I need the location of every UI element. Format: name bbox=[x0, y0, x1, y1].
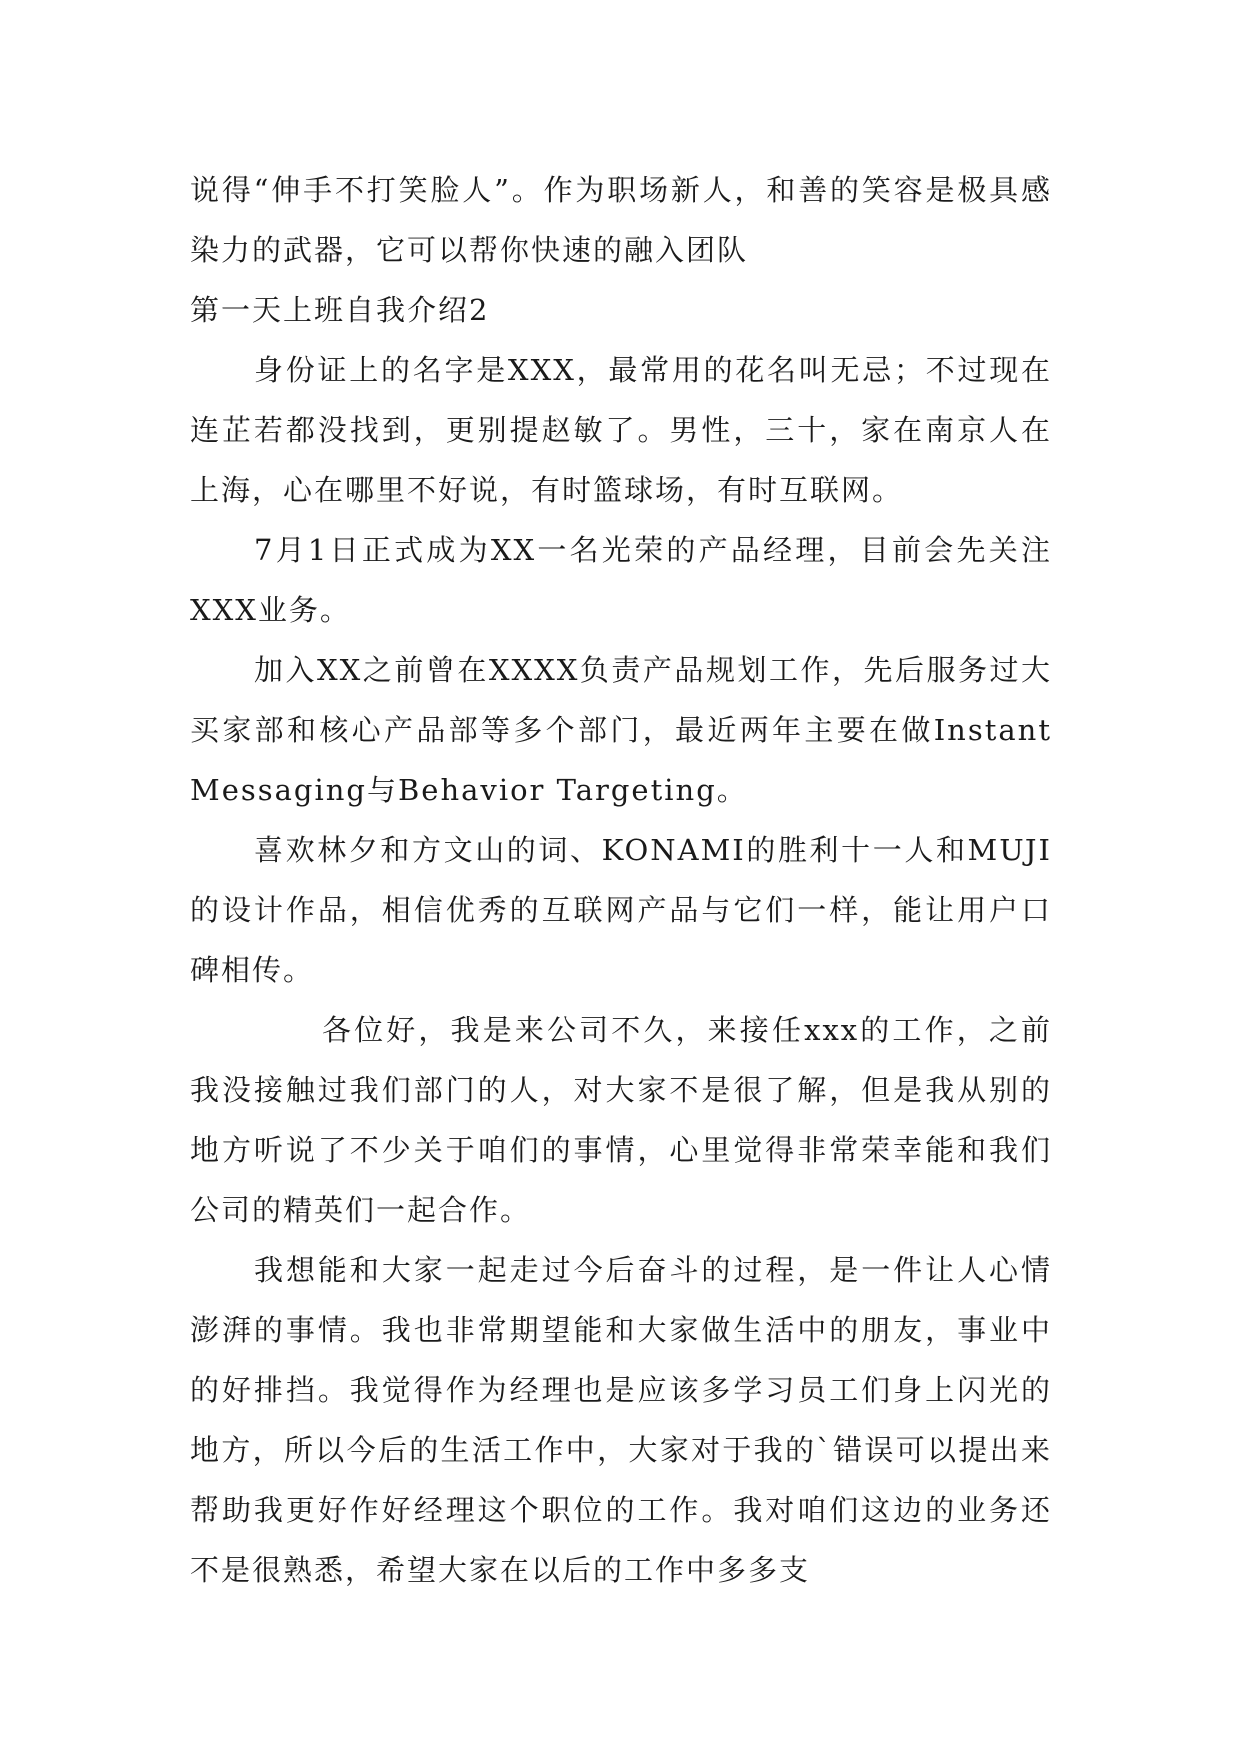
paragraph-interests: 喜欢林夕和方文山的词、KONAMI的胜利十一人和MUJI的设计作品，相信优秀的互联网产品与它们一样，能让用户口碑相传。 bbox=[190, 833, 1052, 987]
paragraph-experience: 加入XX之前曾在XXXX负责产品规划工作，先后服务过大买家部和核心产品部等多个部门，最近两年主要在做Instant Messaging与Behavior Targeting。 bbox=[190, 653, 1052, 807]
document-page bbox=[190, 160, 1052, 1600]
paragraph-greeting: 各位好，我是来公司不久，来接任xxx的工作，之前我没接触过我们部门的人，对大家不是很了解，但是我从别的地方听说了不少关于咱们的事情，心里觉得非常荣幸能和我们公司的精英们一起合作。 bbox=[190, 1013, 1052, 1227]
paragraph-continuation: 说得“伸手不打笑脸人”。作为职场新人，和善的笑容是极具感染力的武器，它可以帮你快速的融入团队 bbox=[190, 173, 1052, 267]
paragraph-start-date: 7月1日正式成为XX一名光荣的产品经理，目前会先关注XXX业务。 bbox=[190, 533, 1052, 627]
paragraph-hopes: 我想能和大家一起走过今后奋斗的过程，是一件让人心情澎湃的事情。我也非常期望能和大家做生活中的朋友，事业中的好排挡。我觉得作为经理也是应该多学习员工们身上闪光的地方，所以今后的生活工作中，大家对于我的`错误可以提出来帮助我更好作好经理这个职位的工作。我对咱们这边的业务还不是很熟悉，希望大家在以后的工作中多多支 bbox=[190, 1253, 1052, 1587]
paragraph-identity: 身份证上的名字是XXX，最常用的花名叫无忌；不过现在连芷若都没找到，更别提赵敏了。男性，三十，家在南京人在上海，心在哪里不好说，有时篮球场，有时互联网。 bbox=[190, 353, 1052, 507]
section-heading: 第一天上班自我介绍2 bbox=[190, 293, 490, 327]
